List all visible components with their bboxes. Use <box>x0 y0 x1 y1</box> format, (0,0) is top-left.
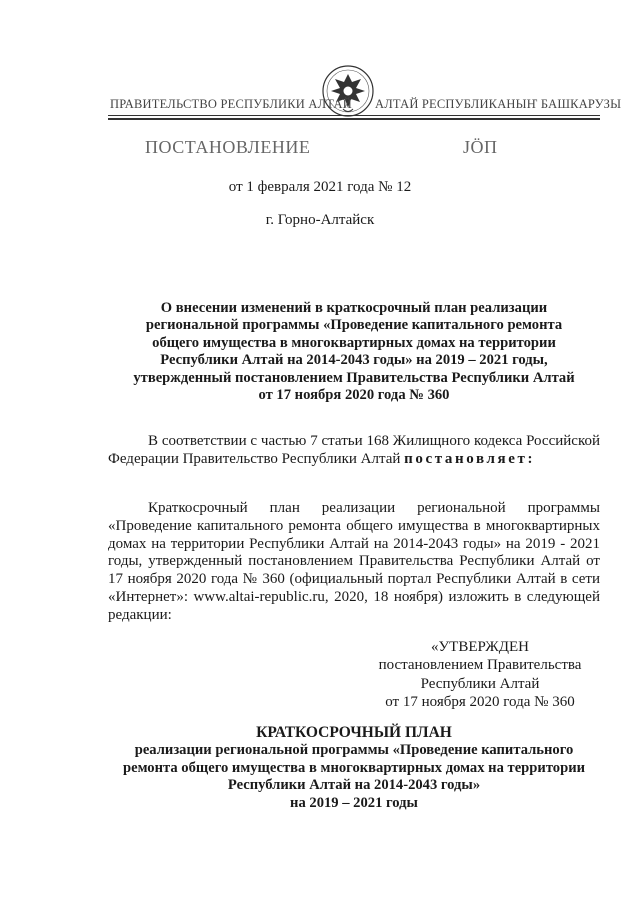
plan-heading: КРАТКОСРОЧНЫЙ ПЛАН <box>256 724 452 741</box>
plan-line: ремонта общего имущества в многоквартирных домах на территории <box>122 759 586 776</box>
approval-line: Республики Алтай <box>420 675 540 692</box>
document-city: г. Горно-Алтайск <box>265 212 375 228</box>
preamble-paragraph <box>108 433 600 469</box>
header-rule-thick <box>108 118 600 120</box>
document-title <box>108 300 600 404</box>
approval-line: постановлением Правительства <box>378 657 582 674</box>
title-line: региональной программы «Проведение капитального ремонта <box>145 317 563 334</box>
plan-line: на 2019 – 2021 годы <box>290 795 418 812</box>
preamble-text: В соответствии с частью 7 статьи 168 Жилищного кодекса Российской Федерации Правительство Республики Алтай <box>108 433 600 467</box>
body-paragraph: Краткосрочный план реализации региональной программы «Проведение капитального ремонта общего имущества в многоквартирных домах на территории Республики Алтай на 2014-2043 годы» на 2019 - 2021 годы, утвержденный постановлением Правительства Республики Алтай от 17 ноября 2020 года № 360 (официальный портал Республики Алтай в сети «Интернет»: www.altai-republic.ru, 2020, 18 ноября) изложить в следующей редакции: <box>108 500 600 623</box>
government-name-russian: ПРАВИТЕЛЬСТВО РЕСПУБЛИКИ АЛТАЙ <box>110 97 352 111</box>
approval-stamp-block <box>360 638 600 711</box>
approval-line: от 17 ноября 2020 года № 360 <box>385 693 575 710</box>
document-type-russian: ПОСТАНОВЛЕНИЕ <box>145 137 311 157</box>
document-type-altai: ЈӦП <box>463 137 498 157</box>
title-line: утвержденный постановлением Правительства Республики Алтай <box>133 369 575 386</box>
plan-title-block <box>108 724 600 813</box>
title-line: общего имущества в многоквартирных домах на территории <box>152 334 556 351</box>
plan-line: реализации региональной программы «Проведение капитального <box>134 741 574 758</box>
title-line: О внесении изменений в краткосрочный план реализации <box>160 300 548 316</box>
title-line: Республики Алтай на 2014-2043 годы» на 2019 – 2021 годы, <box>160 352 548 369</box>
approval-line: «УТВЕРЖДЕН <box>431 639 529 655</box>
title-line: от 17 ноября 2020 года № 360 <box>258 387 450 404</box>
government-name-altai: АЛТАЙ РЕСПУБЛИКАНЫҤ БАШКАРУЗЫ <box>375 97 622 111</box>
plan-line: Республики Алтай на 2014-2043 годы» <box>227 777 481 794</box>
resolves-keyword: постановляет: <box>404 450 536 467</box>
header-rule-thin <box>108 115 600 116</box>
document-date: от 1 февраля 2021 года № 12 <box>228 179 412 195</box>
